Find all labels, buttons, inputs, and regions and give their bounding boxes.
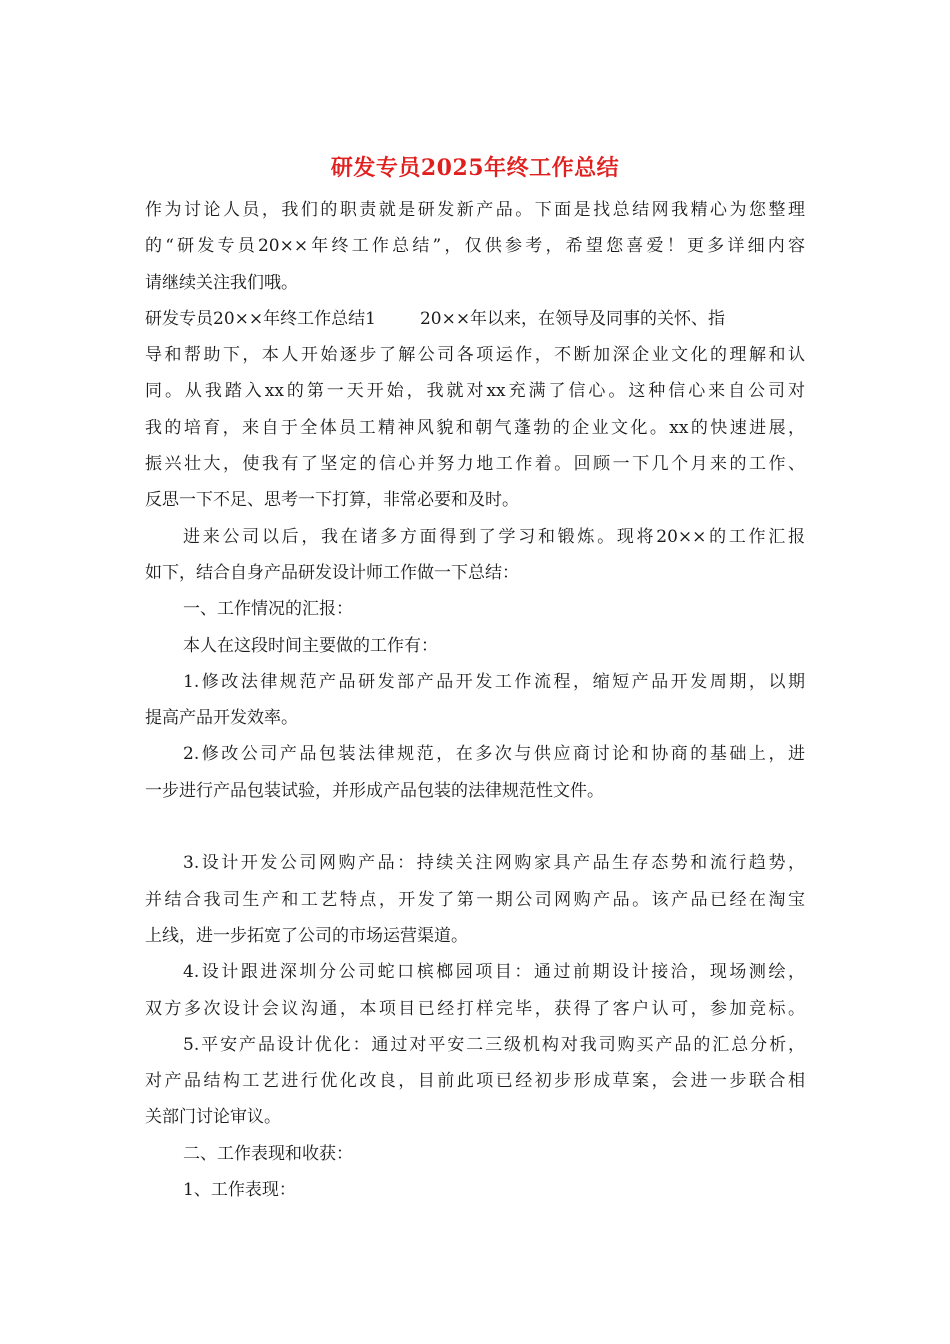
text-line: 振兴壮大，使我有了坚定的信心并努力地工作着。回顾一下几个月来的工作、 [145,454,805,475]
document-title: 研发专员2025年终工作总结 [330,155,620,181]
text-line: 关部门讨论审议。 [145,1107,281,1128]
text-line: 反思一下不足、思考一下打算，非常必要和及时。 [145,490,519,511]
text-line [145,301,805,337]
text-line: 请继续关注我们哦。 [145,272,298,293]
list-item: 3.设计开发公司网购产品：持续关注网购家具产品生存态势和流行趋势， [183,853,805,874]
text-line: 对产品结构工艺进行优化改良，目前此项已经初步形成草案，会进一步联合相 [145,1071,805,1092]
list-item: 4.设计跟进深圳分公司蛇口槟榔园项目：通过前期设计接洽，现场测绘， [183,962,805,983]
section-heading-inline: 研发专员20××年终工作总结1 [145,308,376,329]
text-line: 提高产品开发效率。 [145,708,298,729]
section-heading: 一、工作情况的汇报： [183,599,353,620]
section-heading: 二、工作表现和收获： [183,1143,353,1164]
list-item: 2.修改公司产品包装法律规范，在多次与供应商讨论和协商的基础上，进 [183,744,805,765]
text-line: 双方多次设计会议沟通，本项目已经打样完毕，获得了客户认可，参加竞标。 [145,998,805,1019]
text-line: 本人在这段时间主要做的工作有： [183,635,438,656]
text-line: 上线，进一步拓宽了公司的市场运营渠道。 [145,925,468,946]
subsection-heading: 1、工作表现： [183,1180,296,1201]
text-line: 作为讨论人员，我们的职责就是研发新产品。下面是找总结网我精心为您整理 [145,200,805,220]
text-line: 导和帮助下，本人开始逐步了解公司各项运作，不断加深企业文化的理解和认 [145,345,805,366]
text-line: 的“研发专员20××年终工作总结”，仅供参考，希望您喜爱！更多详细内容 [145,236,805,257]
text-line: 进来公司以后，我在诸多方面得到了学习和锻炼。现将20××的工作汇报 [183,526,805,547]
text-line: 如下，结合自身产品研发设计师工作做一下总结： [145,562,519,583]
text-line: 同。从我踏入xx的第一天开始，我就对xx充满了信心。这种信心来自公司对 [145,381,805,402]
text-line: 我的培育，来自于全体员工精神风貌和朝气蓬勃的企业文化。xx的快速进展， [145,417,805,438]
blank-line [145,809,805,845]
list-item: 5.平安产品设计优化：通过对平安二三级机构对我司购买产品的汇总分析， [183,1034,805,1055]
document-body [145,192,805,1208]
list-item: 1.修改法律规范产品研发部产品开发工作流程，缩短产品开发周期，以期 [183,671,805,692]
text-fragment: 20××年以来，在领导及同事的关怀、指 [419,308,726,329]
text-line: 一步进行产品包装试验，并形成产品包装的法律规范性文件。 [145,780,604,801]
text-line: 并结合我司生产和工艺特点，开发了第一期公司网购产品。该产品已经在淘宝 [145,889,805,910]
